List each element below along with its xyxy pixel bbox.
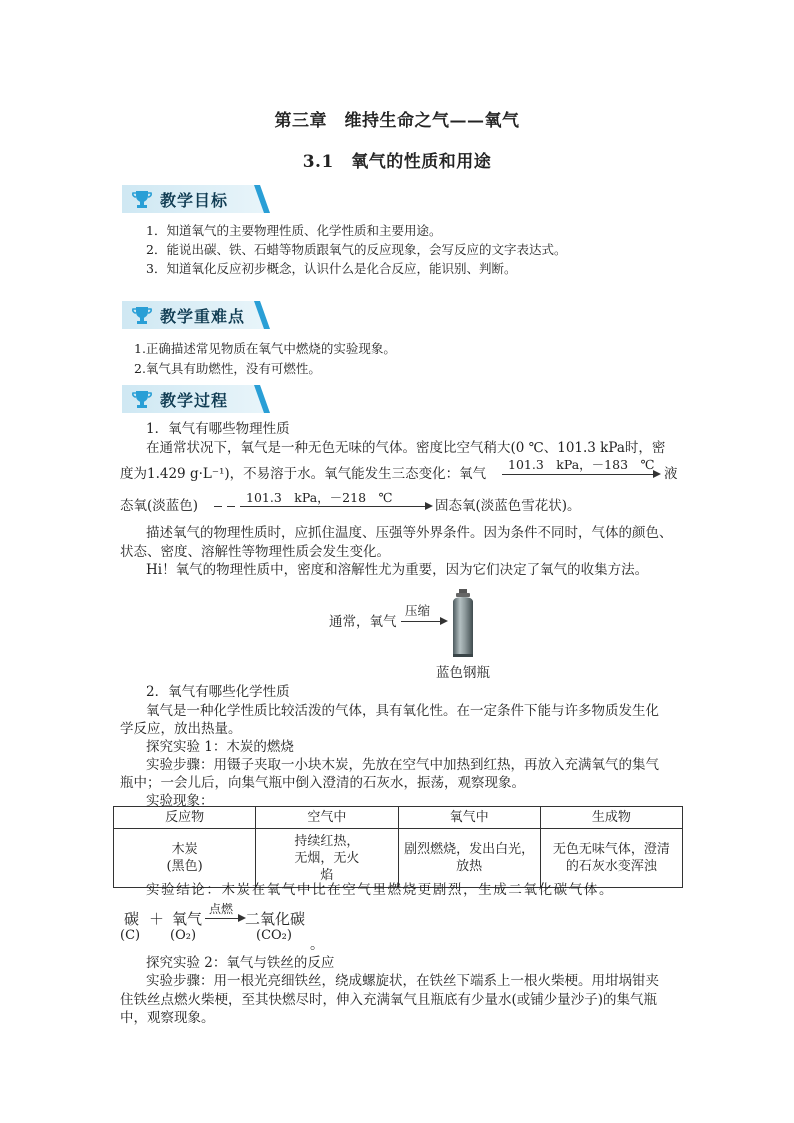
figure-caption: 蓝色钢瓶 <box>436 665 490 681</box>
table-header-cell: 空气中 <box>256 807 398 829</box>
dash <box>227 506 235 507</box>
experiment-title: 探究实验 1：木炭的燃烧 <box>146 739 294 755</box>
table-cell-product <box>540 829 682 888</box>
equation-end: 。 <box>310 937 324 953</box>
table-header-cell: 氧气中 <box>398 807 540 829</box>
table-row <box>114 829 683 888</box>
experiment-title: 探究实验 2：氧气与铁丝的反应 <box>146 955 335 971</box>
reaction-arrow <box>502 474 654 475</box>
equation-arrow <box>205 918 239 919</box>
goal-item: 1．知道氧气的主要物理性质、化学性质和主要用途。 <box>146 223 442 238</box>
cell-line: 放热 <box>456 859 483 874</box>
condition-label: 101.3 kPa，－218 ℃ <box>246 490 393 505</box>
paragraph-line: 学反应，放出热量。 <box>120 721 242 737</box>
arrow-head <box>425 502 433 510</box>
section-bar-process <box>122 385 270 413</box>
physical-heading: 1．氧气有哪些物理性质 <box>146 421 290 437</box>
figure-arrow-label: 压缩 <box>405 603 431 618</box>
equation-product: 二氧化碳 <box>245 910 306 928</box>
cell-line: 持续红热， <box>294 833 360 849</box>
section-title: 3.1 氧气的性质和用途 <box>302 152 492 172</box>
experiment-conclusion: 实验结论：木炭在氧气中比在空气里燃烧更剧烈，生成二氧化碳气体。 <box>146 882 615 898</box>
arrow-head <box>440 617 448 625</box>
table-cell-air <box>256 829 398 888</box>
equation-plus: ＋ <box>149 910 165 928</box>
section-bar-key-points <box>122 301 270 329</box>
paragraph-line: 度为1.429 g·L⁻¹)，不易溶于水。氧气能发生三态变化：氧气 <box>120 466 487 482</box>
cell-line: (黑色) <box>166 859 203 874</box>
trophy-icon <box>131 389 153 409</box>
paragraph-line: 实验步骤：用一根光亮细铁丝，绕成螺旋状，在铁丝下端系上一根火柴梗。用坩埚钳夹 <box>146 973 659 989</box>
paragraph-line: 瓶中；一会儿后，向集气瓶中倒入澄清的石灰水，振荡，观察现象。 <box>120 775 525 791</box>
phenomenon-label: 实验现象： <box>146 793 214 809</box>
compress-arrow <box>401 621 441 622</box>
section-heading: 教学过程 <box>160 391 229 410</box>
table-header-cell: 反应物 <box>114 807 256 829</box>
table-header-cell: 生成物 <box>540 807 682 829</box>
key-point-item: 1.正确描述常见物质在氧气中燃烧的实验现象。 <box>134 341 396 356</box>
experiment-results-table <box>113 806 683 888</box>
table-header-row <box>114 807 683 829</box>
paragraph-line: 固态氧(淡蓝色雪花状)。 <box>435 498 581 514</box>
figure-left-text: 通常，氧气 <box>329 614 397 630</box>
steel-cylinder-illustration <box>448 588 478 658</box>
reaction-arrow <box>240 506 426 507</box>
section-heading: 教学重难点 <box>160 307 246 326</box>
cell-line: 无烟，无火 <box>294 850 360 866</box>
goal-item: 2．能说出碳、铁、石蜡等物质跟氧气的反应现象，会写反应的文字表达式。 <box>146 242 567 257</box>
cell-line: 焰 <box>320 867 334 883</box>
chapter-title: 第三章 维持生命之气——氧气 <box>274 111 520 131</box>
arrow-head <box>653 470 661 478</box>
table-cell-reactant <box>114 829 256 888</box>
paragraph-line: 态氧(淡蓝色) <box>120 498 199 514</box>
paragraph-line: 状态、密度、溶解性等物理性质会发生变化。 <box>120 544 390 560</box>
key-point-item: 2.氧气具有助燃性，没有可燃性。 <box>134 361 321 376</box>
cell-line: 的石灰水变浑浊 <box>565 859 657 874</box>
paragraph-line: Hi！氧气的物理性质中，密度和溶解性尤为重要，因为它们决定了氧气的收集方法。 <box>146 562 649 578</box>
equation-formula: (O₂) <box>170 928 197 943</box>
chemical-heading: 2．氧气有哪些化学性质 <box>146 684 290 700</box>
paragraph-line: 在通常状况下，氧气是一种无色无味的气体。密度比空气稍大(0 ℃、101.3 kPa时，密 <box>146 440 666 456</box>
cell-line: 木炭 <box>171 842 198 857</box>
paragraph-line: 氧气是一种化学性质比较活泼的气体，具有氧化性。在一定条件下能与许多物质发生化 <box>146 703 659 719</box>
paragraph-line: 液 <box>664 466 678 482</box>
equation-formula: (C) <box>120 928 141 943</box>
condition-label: 101.3 kPa，－183 ℃ <box>508 457 655 472</box>
table-cell-oxygen <box>398 829 540 888</box>
trophy-icon <box>131 305 153 325</box>
equation-formula: (CO₂) <box>256 928 292 943</box>
goal-item: 3．知道氧化反应初步概念，认识什么是化合反应，能识别、判断。 <box>146 261 517 276</box>
equation-condition: 点燃 <box>209 902 234 916</box>
paragraph-line: 描述氧气的物理性质时，应抓住温度、压强等外界条件。因为条件不同时，气体的颜色、 <box>146 525 673 541</box>
cell-line: 无色无味气体，澄清 <box>552 842 670 857</box>
paragraph-line: 住铁丝点燃火柴梗，至其快燃尽时，伸入充满氧气且瓶底有少量水(或铺少量沙子)的集气瓶 <box>120 992 658 1008</box>
section-bar-goals <box>122 185 270 213</box>
dash <box>214 506 222 507</box>
equation-reactant: 碳 <box>124 910 140 928</box>
paragraph-line: 中，观察现象。 <box>120 1010 215 1026</box>
cell-line: 剧烈燃烧，发出白光， <box>404 842 535 857</box>
paragraph-line: 实验步骤：用镊子夹取一小块木炭，先放在空气中加热到红热，再放入充满氧气的集气 <box>146 757 659 773</box>
trophy-icon <box>131 189 153 209</box>
section-heading: 教学目标 <box>160 191 229 210</box>
equation-reactant: 氧气 <box>172 910 203 928</box>
